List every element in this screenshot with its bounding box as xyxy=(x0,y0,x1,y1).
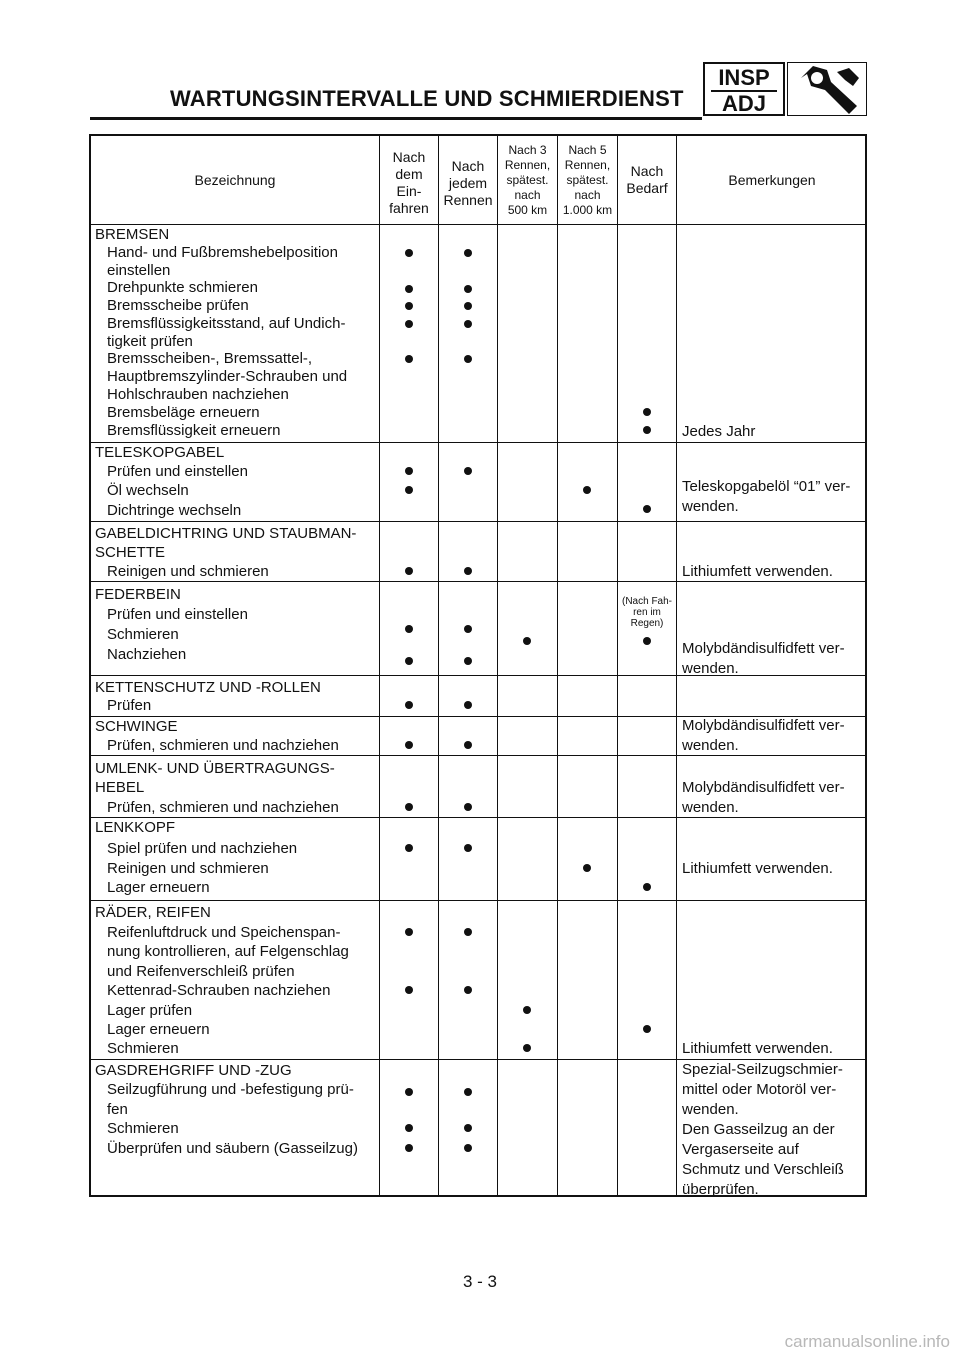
item-text: Nachziehen xyxy=(107,646,187,663)
check-dot xyxy=(464,928,472,936)
note-text xyxy=(617,596,677,629)
check-dot xyxy=(643,505,651,513)
header-line: Nach xyxy=(630,163,664,179)
remark-line: Molybdändisulfidfett ver- xyxy=(682,779,845,796)
check-dot xyxy=(464,625,472,633)
check-dot xyxy=(405,1124,413,1132)
item-text: Schmieren xyxy=(107,1040,179,1057)
item-text: Lager erneuern xyxy=(107,879,210,896)
item-text: nung kontrollieren, auf Felgenschlag xyxy=(107,943,349,960)
header-line: dem xyxy=(395,166,423,182)
section-title-gabel: TELESKOPGABEL xyxy=(95,444,225,461)
item-text: Lager erneuern xyxy=(107,1021,210,1038)
item-text: Reifenluftdruck und Speichenspan- xyxy=(107,924,341,941)
remark-text xyxy=(682,477,850,517)
section-title-kette: KETTENSCHUTZ UND -ROLLEN xyxy=(95,679,321,696)
item-text: Bremsscheibe prüfen xyxy=(107,297,249,314)
remark-text xyxy=(682,639,845,679)
check-dot xyxy=(464,302,472,310)
check-dot xyxy=(405,567,413,575)
remark-line: wenden. xyxy=(682,498,739,515)
check-dot xyxy=(464,1124,472,1132)
header-line: nach xyxy=(574,187,601,202)
remark-line: Spezial-Seilzugschmier- xyxy=(682,1061,843,1078)
page-number: 3 - 3 xyxy=(462,1272,498,1291)
remark-line: wenden. xyxy=(682,660,739,677)
check-dot xyxy=(464,741,472,749)
item-text: Öl wechseln xyxy=(107,482,189,499)
header-nach3 xyxy=(498,136,557,224)
check-dot xyxy=(643,883,651,891)
remark-text: Jedes Jahr xyxy=(682,423,756,440)
item-text: Schmieren xyxy=(107,626,179,643)
check-dot xyxy=(583,486,591,494)
item-text: Prüfen und einstellen xyxy=(107,463,248,480)
check-dot xyxy=(405,302,413,310)
row-divider xyxy=(91,521,865,522)
remark-line: Molybdändisulfidfett ver- xyxy=(682,640,845,657)
check-dot xyxy=(405,320,413,328)
header-line: Bedarf xyxy=(626,180,668,196)
header-line: Nach xyxy=(451,157,485,174)
header-line: nach xyxy=(514,187,541,202)
col-divider xyxy=(438,136,439,1195)
remark-line: Den Gasseilzug an der xyxy=(682,1121,835,1138)
note-line: (Nach Fah- xyxy=(621,596,672,607)
check-dot xyxy=(464,320,472,328)
watermark: carmanualsonline.info xyxy=(784,1332,950,1351)
item-text: Prüfen, schmieren und nachziehen xyxy=(107,737,339,754)
item-text: Seilzugführung und -befestigung prü- xyxy=(107,1081,354,1098)
title-rule xyxy=(90,117,702,120)
note-line: ren im xyxy=(633,607,661,618)
check-dot xyxy=(464,467,472,475)
check-dot xyxy=(405,803,413,811)
col-divider xyxy=(617,136,618,1195)
item-text: Prüfen und einstellen xyxy=(107,606,248,623)
check-dot xyxy=(405,355,413,363)
badge-box xyxy=(703,62,785,116)
section-title-lenkkopf: LENKKOPF xyxy=(95,819,176,836)
header-line: spätest. xyxy=(566,172,609,187)
remark-line: Molybdändisulfidfett ver- xyxy=(682,717,845,734)
remark-line: Vergaserseite auf xyxy=(682,1141,799,1158)
header-line: 1.000 km xyxy=(562,202,613,217)
insp-adj-badge xyxy=(703,62,867,118)
section-title-dichtring: GABELDICHTRING UND STAUBMAN- xyxy=(95,525,357,542)
col-divider xyxy=(676,136,677,1195)
remark-line: überprüfen. xyxy=(682,1181,759,1198)
check-dot xyxy=(405,625,413,633)
item-text: Bremsflüssigkeitsstand, auf Undich- xyxy=(107,315,346,332)
item-text: Spiel prüfen und nachziehen xyxy=(107,840,298,857)
header-bemerkungen: Bemerkungen xyxy=(728,171,816,188)
item-text: Hauptbremszylinder-Schrauben und xyxy=(107,368,348,385)
remark-line: mittel oder Motoröl ver- xyxy=(682,1081,837,1098)
check-dot xyxy=(464,657,472,665)
check-dot xyxy=(523,1044,531,1052)
maintenance-table xyxy=(89,134,867,1197)
section-title-dichtring-line2: SCHETTE xyxy=(95,544,166,561)
item-text: Prüfen xyxy=(107,697,152,714)
remark-text xyxy=(682,716,845,756)
badge-bottom-text: ADJ xyxy=(721,91,766,116)
col-divider xyxy=(497,136,498,1195)
header-line: 500 km xyxy=(507,202,548,217)
note-line: Regen) xyxy=(630,618,664,629)
item-text: Bremsbeläge erneuern xyxy=(107,404,260,421)
header-bedarf xyxy=(618,136,676,224)
badge-top-text: INSP xyxy=(718,65,770,90)
remark-line: wenden. xyxy=(682,1101,739,1118)
item-text: Kettenrad-Schrauben nachziehen xyxy=(107,982,331,999)
check-dot xyxy=(405,486,413,494)
row-divider xyxy=(91,900,865,901)
header-line: Nach xyxy=(392,149,426,165)
item-text: tigkeit prüfen xyxy=(107,333,193,350)
page-title: WARTUNGSINTERVALLE UND SCHMIERDIENST xyxy=(170,86,684,111)
remark-line: wenden. xyxy=(682,737,739,754)
item-text: fen xyxy=(107,1101,128,1118)
check-dot xyxy=(405,1144,413,1152)
check-dot xyxy=(464,567,472,575)
remark-text: Lithiumfett verwenden. xyxy=(682,563,833,580)
header-rennen xyxy=(439,139,497,227)
check-dot xyxy=(405,844,413,852)
item-text: und Reifenverschleiß prüfen xyxy=(107,963,295,980)
check-dot xyxy=(464,844,472,852)
section-title-umlenk: UMLENK- UND ÜBERTRAGUNGS- xyxy=(95,760,335,777)
header-line: Ein- xyxy=(396,183,422,199)
item-text: Prüfen, schmieren und nachziehen xyxy=(107,799,339,816)
check-dot xyxy=(464,249,472,257)
col-divider xyxy=(557,136,558,1195)
check-dot xyxy=(523,637,531,645)
check-dot xyxy=(405,657,413,665)
header-bezeichnung: Bezeichnung xyxy=(194,171,276,188)
check-dot xyxy=(583,864,591,872)
item-text: Schmieren xyxy=(107,1120,179,1137)
check-dot xyxy=(464,285,472,293)
check-dot xyxy=(405,986,413,994)
check-dot xyxy=(464,1088,472,1096)
item-text: Drehpunkte schmieren xyxy=(107,279,258,296)
check-dot xyxy=(405,741,413,749)
section-title-umlenk-line2: HEBEL xyxy=(95,779,145,796)
check-dot xyxy=(405,701,413,709)
section-title-raeder: RÄDER, REIFEN xyxy=(95,904,211,921)
remark-line: Teleskopgabelöl “01” ver- xyxy=(682,478,851,495)
check-dot xyxy=(643,426,651,434)
header-line: Rennen, xyxy=(564,157,611,172)
item-text: einstellen xyxy=(107,262,171,279)
header-line: jedem xyxy=(448,174,488,191)
item-text: Bremsscheiben-, Bremssattel-, xyxy=(107,350,313,367)
check-dot xyxy=(464,355,472,363)
item-text: Lager prüfen xyxy=(107,1002,193,1019)
remark-text xyxy=(682,1060,844,1200)
item-text: Dichtringe wechseln xyxy=(107,502,242,519)
remark-line: Schmutz und Verschleiß xyxy=(682,1161,844,1178)
section-title-gas: GASDREHGRIFF UND -ZUG xyxy=(95,1062,292,1079)
header-line: Rennen xyxy=(443,191,493,208)
header-line: spätest. xyxy=(506,172,549,187)
check-dot xyxy=(405,249,413,257)
header-line: Nach 3 xyxy=(508,142,547,157)
header-line: Rennen, xyxy=(504,157,551,172)
item-text: Überprüfen und säubern (Gasseilzug) xyxy=(107,1140,358,1157)
check-dot xyxy=(643,1025,651,1033)
check-dot xyxy=(405,467,413,475)
item-text: Hand- und Fußbremshebelposition xyxy=(107,244,338,261)
check-dot xyxy=(464,1144,472,1152)
col-divider xyxy=(379,136,380,1195)
check-dot xyxy=(405,285,413,293)
header-line: fahren xyxy=(389,200,429,216)
item-text: Reinigen und schmieren xyxy=(107,860,269,877)
section-title-schwinge: SCHWINGE xyxy=(95,718,178,735)
section-title-feder: FEDERBEIN xyxy=(95,586,181,603)
check-dot xyxy=(464,701,472,709)
item-text: Bremsflüssigkeit erneuern xyxy=(107,422,281,439)
remark-text xyxy=(682,778,845,818)
check-dot xyxy=(464,803,472,811)
wrench-icon xyxy=(787,62,867,116)
check-dot xyxy=(464,986,472,994)
check-dot xyxy=(405,928,413,936)
remark-text: Lithiumfett verwenden. xyxy=(682,1040,833,1057)
check-dot xyxy=(643,637,651,645)
check-dot xyxy=(523,1006,531,1014)
section-title-bremsen: BREMSEN xyxy=(95,226,170,243)
check-dot xyxy=(643,408,651,416)
row-divider xyxy=(91,442,865,443)
remark-line: wenden. xyxy=(682,799,739,816)
item-text: Hohlschrauben nachziehen xyxy=(107,386,289,403)
header-nach5 xyxy=(558,136,617,224)
remark-text: Lithiumfett verwenden. xyxy=(682,860,833,877)
header-einfahren xyxy=(380,139,438,227)
header-line: Nach 5 xyxy=(568,142,607,157)
item-text: Reinigen und schmieren xyxy=(107,563,269,580)
check-dot xyxy=(405,1088,413,1096)
